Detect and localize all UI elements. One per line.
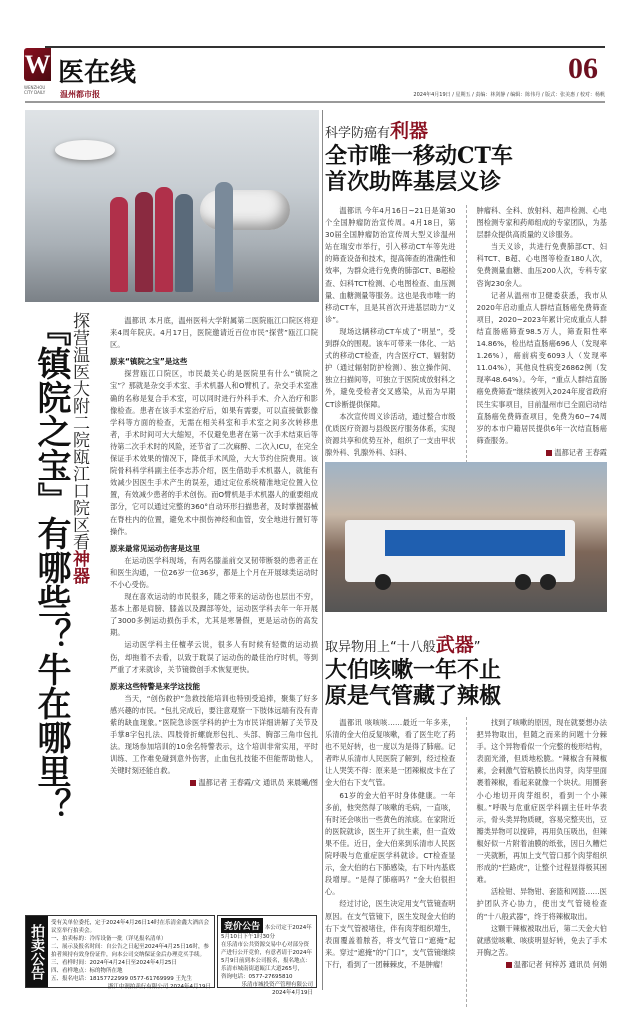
- kicker-quote: ”: [473, 640, 481, 655]
- person-figure: [175, 194, 193, 292]
- byline: [477, 447, 608, 459]
- headline-line: 原是气管藏了辣椒: [325, 683, 502, 709]
- robot-arm: [200, 190, 290, 230]
- story3-headline: [325, 657, 607, 709]
- notice-line: 二、展示及报名时间：自公告之日起至2024年4月25日16时，参拍者须持有效身份证件，向本公司交纳保证金后办理竞买手续。: [51, 944, 209, 958]
- person-figure: [135, 192, 153, 292]
- truck-banner: [385, 530, 565, 556]
- byline: [110, 777, 318, 789]
- kicker-accent: 神器: [69, 550, 89, 584]
- paragraph: 当天，“创伤救护”急救技能培训也特别受追捧，聚集了好多感兴趣的市民。“包扎完成后，要注意观察一下肢体远端有没有青紫的缺血现象。”医院急诊医学科的护士为市民详细讲解了关节及手掌8字包扎法、四肢骨折螺旋形包扎、头部、胸部三角巾包扎法。现场参加培训的10余名特警表示，这个培训非常实用，平时训练、工作难免碰到意外伤害，止血包扎技能不但能帮助他人，关键时刻还能自救。: [110, 693, 318, 776]
- masthead-top-rule: [45, 46, 605, 48]
- kicker-text: 科学防癌有: [325, 126, 391, 141]
- story1-kicker: [70, 312, 88, 584]
- logo-english-text: WENZHOU CITY DAILY: [24, 85, 46, 95]
- notice-company: 浙江中润拍卖行有限公司: [107, 984, 169, 990]
- wheel: [515, 574, 531, 590]
- kicker-accent: 武器: [435, 634, 474, 656]
- subhead: 原来“镇院之宝”是这些: [110, 357, 188, 367]
- byline-text: 温都记者 何梓苏 通讯员 何娟: [513, 959, 607, 969]
- page-meta: 2024年4月19日 / 星期五 / 责编：林剑静 / 编辑：陈伟丹 / 版式：张美惠 / 校对：杨帆: [413, 92, 605, 98]
- paragraph: 经过讨论，医生决定用支气管镜查明原因。在支气管镜下，医生发现金大伯的右下支气管被堵住，伴有肉芽组织增生，表面覆盖着脓苔，将支气管口“遮掩”起来。穿过“遮掩”的“门口”，支气管镜继续下行，看到了一团棘棘皮，不是肿瘤！: [325, 899, 456, 969]
- mobile-ct-truck-photo: [325, 462, 607, 612]
- headline-line: 首次助阵基层义诊: [325, 169, 502, 195]
- person-figure: [110, 197, 128, 292]
- square-bullet-icon: [190, 780, 196, 786]
- paragraph: 现场这辆移动CT车成了“明星”，受到群众的围观。该车可带来一体化、一站式的移动CT检查，内含医疗CT、辐射防护（通过辐射防护检测）、独立操作间、独立扫描间等，可独立于医院成放射科之外，避免受检者交叉感染，从而为早期CT诊断提供保障。: [325, 326, 456, 409]
- square-bullet-icon: [506, 962, 512, 968]
- notice-line: 受有关单位委托，定于2024年4月26日14时在乐清金鑫大酒店会议室举行拍卖会。: [51, 920, 209, 934]
- column-divider: [322, 110, 323, 990]
- operating-room-photo: [25, 110, 319, 302]
- person-figure: [155, 187, 173, 292]
- wheel: [540, 574, 556, 590]
- story3: [325, 630, 607, 1007]
- person-figure: [215, 182, 233, 292]
- bid-notice: [217, 915, 317, 996]
- kicker-accent: 利器: [390, 120, 429, 142]
- paragraph: 找到了咳嗽的原因，现在就要想办法把异物取出，但随之而来的问题十分棘手。这个异物看似一个完整的梭形结构，表面光滑，但质地松脆。“辣椒含有辣椒素，会刺激气管粘膜长出肉芽，肉芽里面裹着辣椒，看起来就像一个块状。用圈套小心地切开肉芽组织，看到一个小辣椒。”呼吸与危重症医学科副主任叶华表示，骨头类异物质硬，容易完整夹出，豆瓣类异物可以搅碎，再用负压吸出，但辣椒好似一片附着油膜的纸张，因日久糟烂一夹就断，再加上支气管口那个肉芽组织形成的“拦路虎”，让整个过程显得极其困难。: [476, 718, 607, 885]
- notice-line: 三、看样时间：2024年4月24日至2024年4月25日: [51, 960, 177, 966]
- notice-company: 乐清市城投资产管理有限公司: [241, 982, 313, 988]
- kicker-text: 取异物用上“十八般: [325, 640, 436, 655]
- kicker-text: 探营温医大附二院瓯江口院区看: [69, 312, 89, 550]
- paragraph: 温都讯 咳咳咳……最近一年多来，乐清的金大伯反复咳嗽，看了医生吃了药也不见好转，也一度以为是得了肺癌。记者昨从乐清市人民医院了解到，经过检查让人哭笑不得：原来是一团辣椒皮卡在了金大伯右下支气管。: [325, 718, 456, 788]
- paragraph: 温都讯 今年4月16日~21日是第30个全国肿瘤防治宣传周。4月18日，第30届全国肿瘤防治宣传周大型义诊温州站在瑞安市举行，引入移动CT车等先进的筛查设备和技术，提高筛查的准确性和效率，为群众进行免费的肺部CT、B超检查、妇科TCT检测、心电图检查、血压测量、血糖测量等服务。这也是我市唯一的移动CT车，且是其首次开进基层助力“义诊”。: [325, 206, 456, 324]
- paragraph: 活检钳、异物钳、套篮和网篮……医护团队齐心协力，使出支气管镜检查的“十八般武器”，终于将辣椒取出。: [476, 887, 607, 921]
- auction-tag: 拍卖公告: [26, 916, 48, 987]
- square-bullet-icon: [546, 450, 552, 456]
- headline-line: 全市唯一移动CT车: [325, 143, 513, 169]
- story2-headline: [325, 143, 607, 195]
- subhead: 原来这些特警是来学这技能: [110, 681, 200, 691]
- story1-body: [110, 315, 318, 790]
- story3-body: [325, 717, 607, 1007]
- byline: [477, 959, 608, 971]
- notice-line: 在乐清市公共资源交易中心对部分资产进行公开竞价，有意者请于2024年5月9日前到本公司报名，报名地点：乐清市城南街道瓯江大道265号，: [221, 942, 312, 972]
- notice-date: 2024年4月19日: [170, 984, 211, 990]
- paragraph: 61岁的金大伯平时身体健康。一年多前，他突然得了咳嗽的毛病，一直咳，有时还会咳出一些黄色的浓痰。在家附近的医院就诊，医生开了抗生素，但一直效果不佳。近日，金大伯来到乐清市人民医院呼吸与危重症医学科就诊。CT检查显示，金大伯的右下肺感染，右下叶内基底段增厚。“是得了肺癌吗？”金大伯很担心。: [325, 790, 456, 897]
- notice-date: 2024年4月19日: [272, 990, 313, 996]
- paragraph: 运动医学科主任檀孝云说，很多人有时候有轻微的运动损伤，却拖着不去看，以致于耽误了运动伤的最佳治疗时机，等到严重了才来就诊，关节镜微创手术恢复更快。: [110, 640, 318, 674]
- section-title: 医在线: [58, 58, 137, 88]
- paragraph: 肿瘤科、全科、放射科、超声检测、心电图检测专家和药师组成的专家团队，为基层群众提供高质量的义诊服务。: [476, 206, 607, 240]
- story1-headline: 『镇院之宝』有哪些？牛在哪里？: [31, 312, 71, 822]
- notice-line: 五、报名电话：18157722999 0577-61769999 王先生: [51, 976, 192, 982]
- paragraph: 本次宣传周义诊活动，通过整合市级优质医疗资源与县级医疗服务体系，实现资源共享和优势互补，组织了一支由甲状腺外科、乳腺外科、妇科、: [325, 411, 456, 457]
- paragraph: 当天义诊，共进行免费肺部CT、妇科TCT、B超、心电图等检查180人次，免费测量血糖、血压200人次，专科专家咨询230余人。: [476, 242, 607, 288]
- notice-line: 四、看样地点：标的物所在地: [51, 968, 123, 974]
- wheel: [375, 574, 391, 590]
- auction-notice: [25, 915, 215, 988]
- byline-text: 温都记者 王春霞: [554, 447, 607, 457]
- paragraph: 在运动医学科现场，有两名膝盖前交叉韧带断裂的患者正在和医生沟通，一位26岁一位36岁，都是上个月在开展球类运动时不小心受伤。: [110, 555, 318, 589]
- paragraph: 这颗干辣椒被取出后，第二天金大伯就感觉咳嗽、咳痰明显好转，免去了手术开胸之苦。: [476, 923, 607, 957]
- notice-line: 一、拍卖标的：冷库设备一批（详见报名清单）: [51, 936, 167, 942]
- headline-line: 大伯咳嗽一年不止: [325, 657, 502, 683]
- paragraph: 探营瓯江口院区，市民最关心的是医院里有什么“镇院之宝”？那就是杂交手术室、手术机器人和O臂机了。杂交手术室准确的名称是复合手术室，可以同时进行外科手术、介入治疗和影像检查。患者在该手术室治疗后，如果有需要，可以直接做影像学科等方面的检查，无需在相关科室和手术室之间多次转移患者，手术时间可大大缩短，不仅避免患者在第一次手术结束后等待第二次手术时的风险，还节省了二次麻醉、二次入ICU，在完全保证手术效果的情况下，降低手术风险，大大节约住院费用。该院骨科科学科副主任李志苏介绍，医生借助手术机器人，就能有效减少因医生手术产生的误差，通过定位系统精准地定位置入位置，有效减少患者的手术创伤。而O臂机是手术机器人的重要组成部分，它可以通过完整的360°自动环形扫描患者，及时掌握器械在脊柱内的位置，避免术中损伤神经和血管，安全地进行置钉等操作。: [110, 369, 318, 536]
- story2-kicker: [325, 116, 607, 143]
- newspaper-logo: W: [24, 50, 51, 79]
- byline-text: 温都记者 王春霞/文 通讯员 來晨曦/图: [198, 778, 318, 788]
- story2-body: [325, 205, 607, 463]
- masthead-bottom-rule: [25, 101, 605, 103]
- lead-paragraph: 温都讯 本月底，温州医科大学附属第二医院瓯江口院区将迎来4周年院庆。4月17日，医院邀请近百位市民“探营”瓯江口院区。: [110, 316, 318, 350]
- notice-line: 咨询电话：0577-27695810: [221, 974, 293, 980]
- story2: [325, 116, 607, 463]
- paragraph: 现在喜欢运动的市民很多，随之带来的运动伤也层出不穷，基本上都是肩膀、膝盖以及踝部等处，运动医学科去年一年开展了3000多例运动损伤手术，尤其是寒暑假，更是运动伤的高发期。: [110, 592, 318, 638]
- ct-truck: [345, 520, 575, 582]
- notice-line: 本公司定于2024年5月10日下午1时30分: [221, 925, 312, 940]
- page-number: 06: [568, 52, 598, 85]
- paragraph: 记者从温州市卫健委获悉，我市从2020年启动重点人群结直肠癌免费筛查项目，2020~2023年累计完成重点人群结直肠癌筛查98.5万人，筛查阳性率14.86%，检出结直肠癌696人（发现率1.26%），癌前病变6093人（发现率11.04%），其他良性病变26862例（发现率48.64%）。今年，“重点人群结直肠癌免费筛查”继续被列入2024年度省政府民生实事项目，目前温州市已全面启动结直肠癌免费筛查项目，免费为60~74周岁的本市户籍居民提供6年一次结直肠癌筛查服务。: [476, 290, 607, 445]
- bid-tag: 竞价公告: [221, 918, 263, 933]
- newspaper-name: 温州都市报: [60, 90, 100, 99]
- surgical-lamp: [55, 140, 115, 160]
- subhead: 原来最常见运动伤害是这里: [110, 543, 200, 553]
- story3-kicker: [325, 630, 607, 657]
